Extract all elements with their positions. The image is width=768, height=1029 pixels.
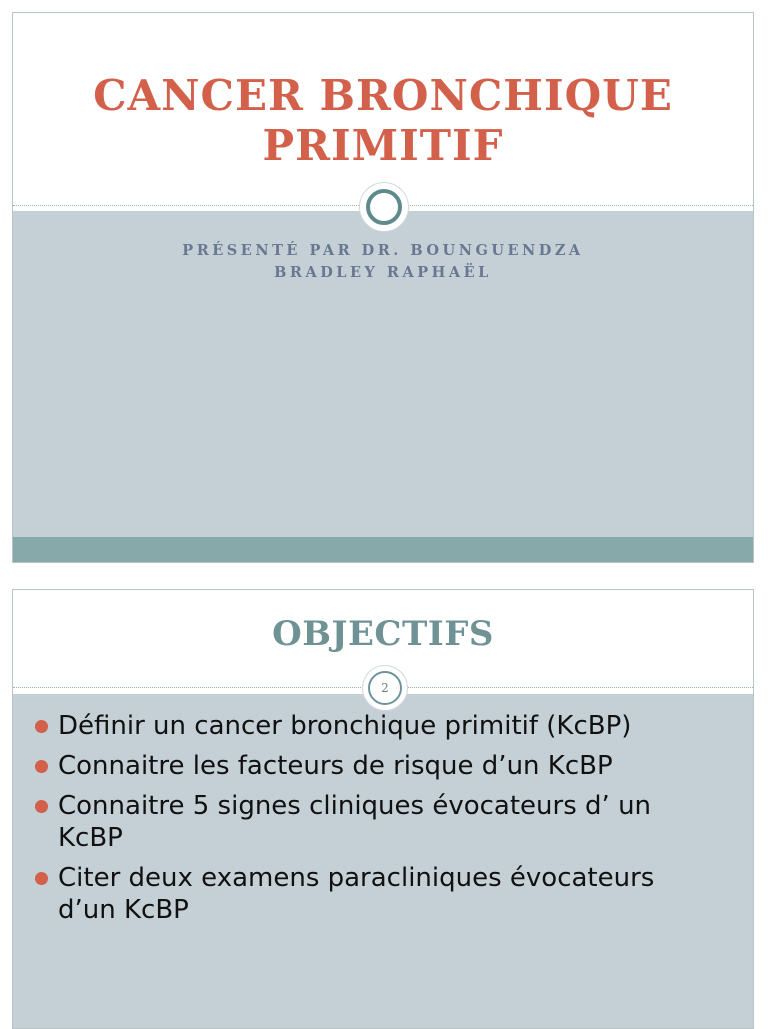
title-area [13, 13, 753, 205]
bullet-dot-icon [35, 720, 48, 733]
list-item [33, 790, 743, 854]
slide-number-badge [363, 666, 407, 710]
subtitle-area [13, 211, 753, 537]
slide-number: 2 [368, 671, 402, 705]
presenter-line-1: PRÉSENTÉ PAR DR. BOUNGUENDZA [182, 242, 584, 259]
list-item [33, 862, 743, 926]
bullet-dot-icon [35, 872, 48, 885]
title-line-2: PRIMITIF [262, 121, 504, 170]
bullet-text: Définir un cancer bronchique primitif (KcBP) [58, 711, 632, 741]
bullet-text: Citer deux examens paracliniques évocateurs [58, 863, 655, 893]
objectives-list [33, 710, 743, 934]
presenter-line-2: BRADLEY RAPHAËL [274, 264, 492, 281]
list-item [33, 710, 743, 742]
title-line-1: CANCER BRONCHIQUE [93, 71, 673, 120]
bottom-band [13, 537, 753, 563]
main-title [13, 71, 753, 171]
bullet-text-continued: d’un KcBP [58, 895, 189, 925]
bullet-text: Connaitre les facteurs de risque d’un KcBP [58, 751, 613, 781]
bullet-text: Connaitre 5 signes cliniques évocateurs d’ un [58, 791, 652, 821]
title-slide [12, 12, 754, 563]
objectives-slide [12, 589, 754, 1029]
bullet-text-continued: KcBP [58, 823, 123, 853]
slide-title: OBJECTIFS [272, 614, 494, 654]
list-item [33, 750, 743, 782]
bullet-dot-icon [35, 800, 48, 813]
circle-ornament-ring [366, 189, 402, 225]
bullet-dot-icon [35, 760, 48, 773]
circle-ornament [360, 183, 408, 231]
